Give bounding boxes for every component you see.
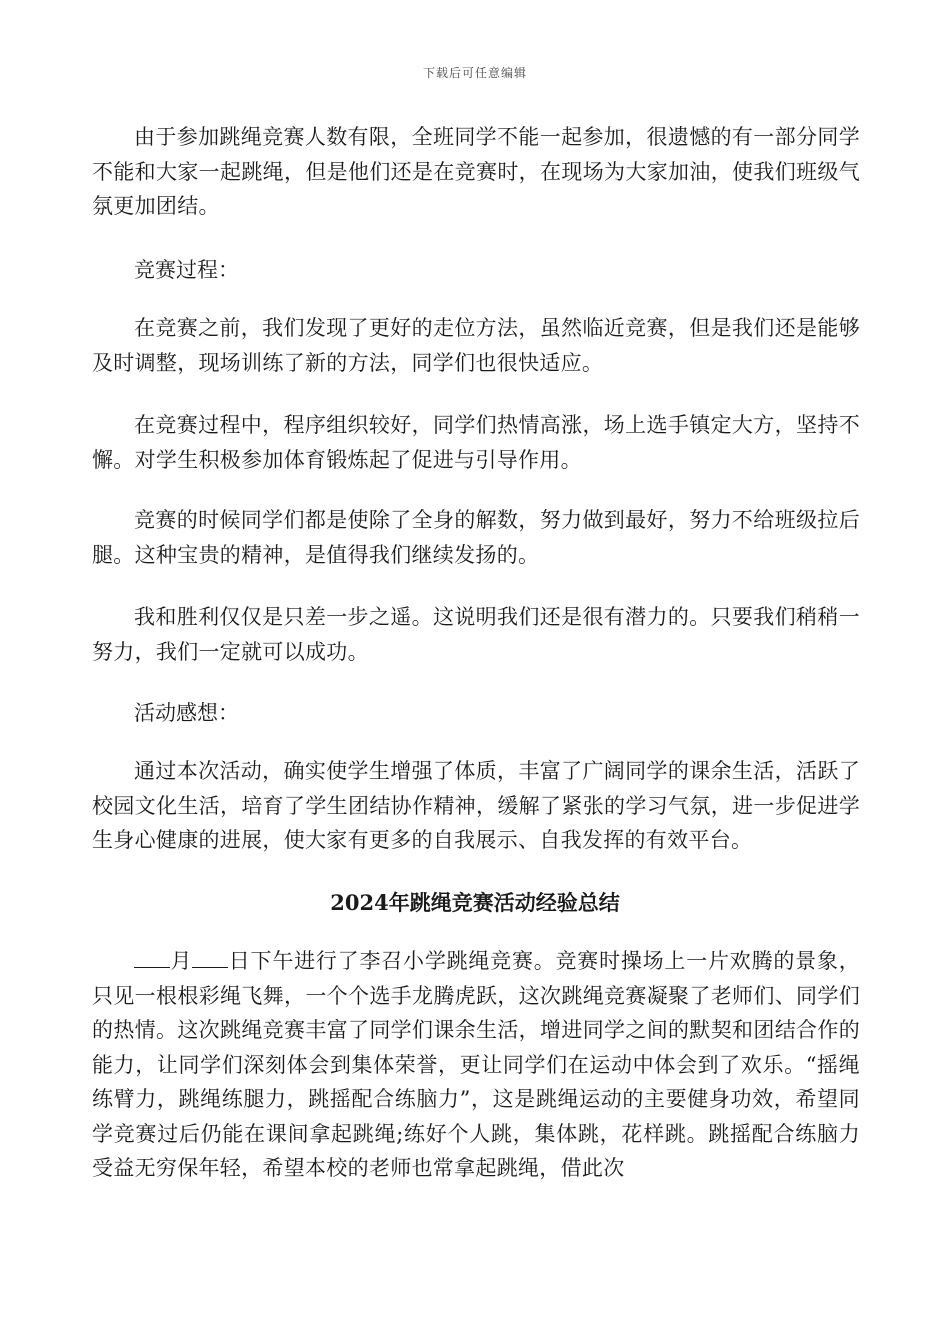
section-title: 2024年跳绳竞赛活动经验总结 bbox=[330, 890, 620, 915]
paragraph-7-text: 日下午进行了李召小学跳绳竞赛。竞赛时操场上一片欢腾的景象，只见一根根彩绳飞舞，一个个选手龙腾虎跃，这次跳绳竞赛凝聚了老师们、同学们的热情。这次跳绳竞赛丰富了同学们课余生活，增进同学之间的默契和团结合作的能力，让同学们深刻体会到集体荣誉，更让同学们在运动中体会到了欢乐。“摇绳练臂力，跳绳练腿力，跳摇配合练脑力”，这是跳绳运动的主要健身功效，希望同学竞赛过后仍能在课间拿起跳绳;练好个人跳，集体跳，花样跳。跳摇配合练脑力受益无穷保年轻，希望本校的老师也常拿起跳绳，借此次 bbox=[92, 949, 860, 1180]
blank-underline bbox=[192, 947, 228, 968]
paragraph-4: 竞赛的时候同学们都是使除了全身的解数，努力做到最好，努力不给班级拉后腿。这种宝贵的精神，是值得我们继续发扬的。 bbox=[92, 508, 860, 567]
paragraph-4-block bbox=[92, 503, 860, 572]
paragraph-2: 在竞赛之前，我们发现了更好的走位方法，虽然临近竞赛，但是我们还是能够及时调整，现场训练了新的方法，同学们也很快适应。 bbox=[92, 316, 860, 375]
paragraph-1-block bbox=[92, 120, 860, 224]
heading-process-block bbox=[92, 253, 860, 288]
paragraph-2-block bbox=[92, 311, 860, 380]
paragraph-5: 我和胜利仅仅是只差一步之遥。这说明我们还是很有潜力的。只要我们稍稍一努力，我们一定就可以成功。 bbox=[92, 605, 860, 664]
paragraph-1: 由于参加跳绳竞赛人数有限，全班同学不能一起参加，很遗憾的有一部分同学不能和大家一起跳绳，但是他们还是在竞赛时，在现场为大家加油，使我们班级气氛更加团结。 bbox=[92, 125, 860, 218]
paragraph-6: 通过本次活动，确实使学生增强了体质，丰富了广阔同学的课余生活，活跃了校园文化生活，培育了学生团结协作精神，缓解了紧张的学习气氛，进一步促进学生身心健康的进展，使大家有更多的自我展示、自我发挥的有效平台。 bbox=[92, 759, 860, 852]
page-header: 下载后可任意编辑 bbox=[422, 66, 527, 80]
paragraph-6-block bbox=[92, 754, 860, 858]
heading-activity-reflection: 活动感想： bbox=[134, 701, 239, 725]
heading-reflection-block bbox=[92, 696, 860, 731]
heading-competition-process: 竞赛过程： bbox=[134, 258, 239, 282]
paragraph-3: 在竞赛过程中，程序组织较好，同学们热情高涨，场上选手镇定大方，坚持不懈。对学生积极参加体育锻炼起了促进与引导作用。 bbox=[92, 413, 860, 472]
month-label: 月 bbox=[170, 949, 193, 973]
paragraph-5-block bbox=[92, 600, 860, 669]
paragraph-7-block bbox=[92, 944, 860, 1186]
paragraph-7 bbox=[92, 944, 860, 1186]
blank-underline bbox=[134, 947, 170, 968]
paragraph-3-block bbox=[92, 408, 860, 477]
